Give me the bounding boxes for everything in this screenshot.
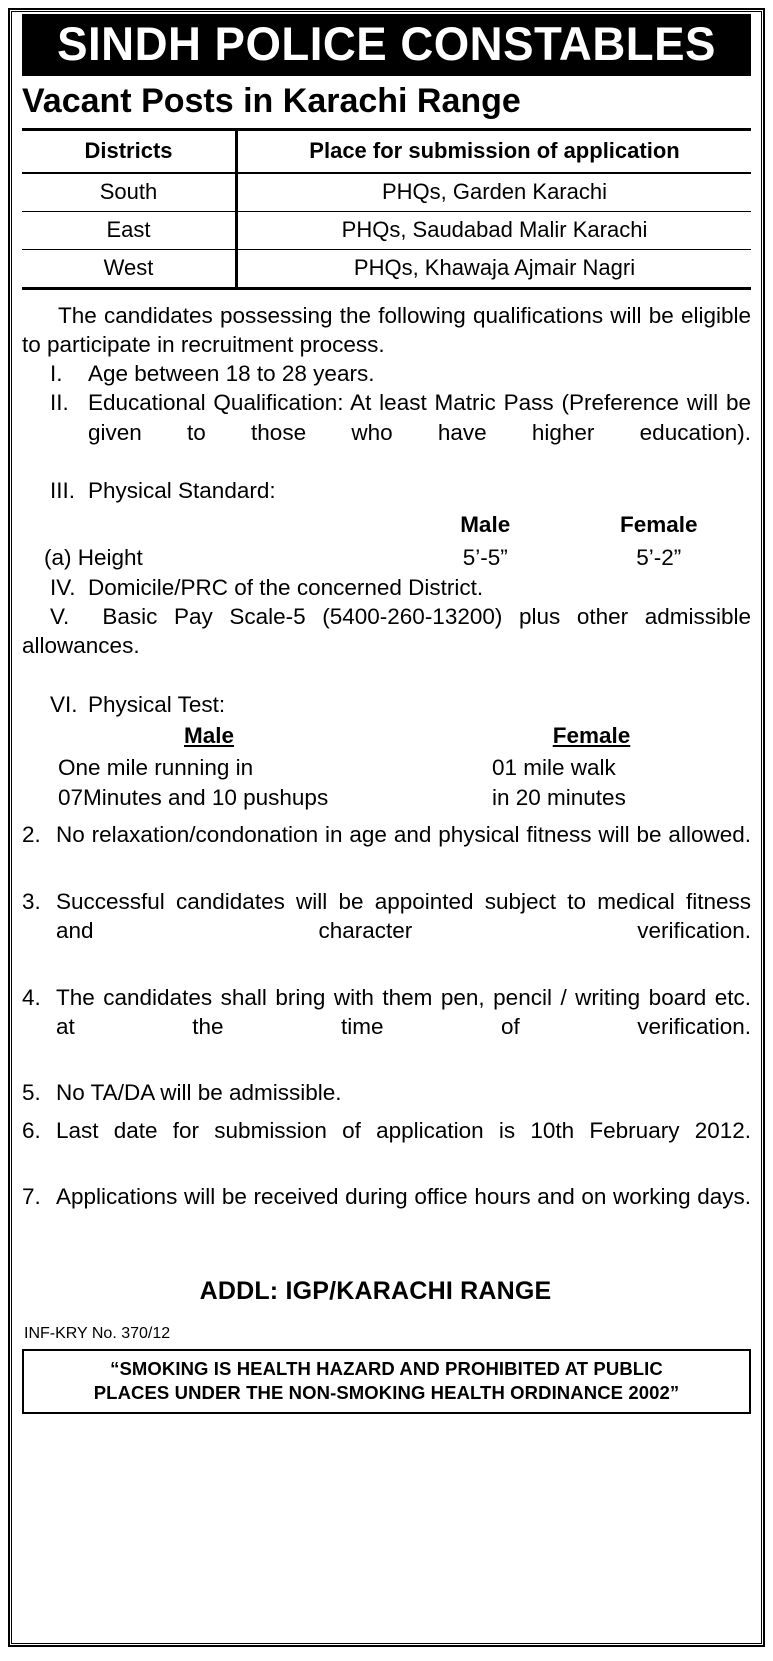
condition-number: 3. bbox=[22, 888, 41, 914]
physical-test-female-line-1: 01 mile walk bbox=[492, 754, 616, 780]
physical-test-header-row bbox=[22, 721, 751, 753]
signature-block: ADDL: IGP/KARACHI RANGE bbox=[199, 1276, 552, 1305]
physical-test-female-header: Female bbox=[552, 723, 631, 749]
qualification-text: Domicile/PRC of the concerned District. bbox=[88, 574, 484, 600]
physical-standard-male-header: Male bbox=[460, 512, 511, 538]
qualification-item-3 bbox=[22, 476, 751, 505]
ad-subtitle: Vacant Posts in Karachi Range bbox=[22, 82, 521, 120]
condition-item-4 bbox=[22, 983, 751, 1071]
qualification-text: Educational Qualification: At least Matric Pass (Preference will be given to those who have higher education). bbox=[88, 390, 751, 445]
table-row bbox=[22, 173, 751, 212]
qualification-number: V. bbox=[50, 604, 70, 630]
smoking-warning-line-1: “SMOKING IS HEALTH HAZARD AND PROHIBITED AT PUBLIC bbox=[110, 1357, 663, 1379]
qualification-text: Physical Standard: bbox=[88, 478, 276, 504]
ad-title: SINDH POLICE CONSTABLES bbox=[57, 17, 716, 70]
condition-number: 6. bbox=[22, 1117, 41, 1143]
condition-text: Successful candidates will be appointed subject to medical fitness and character verification. bbox=[56, 888, 751, 943]
qualification-text: Basic Pay Scale-5 (5400-260-13200) plus other admissible allowances. bbox=[22, 604, 751, 659]
condition-text: Last date for submission of application is 10th February 2012. bbox=[56, 1117, 751, 1143]
body-copy bbox=[22, 301, 751, 1414]
condition-text: No TA/DA will be admissible. bbox=[56, 1080, 342, 1106]
physical-standard-spacer bbox=[22, 509, 404, 541]
condition-item-7 bbox=[22, 1182, 751, 1241]
condition-text: No relaxation/condonation in age and physical fitness will be allowed. bbox=[56, 822, 751, 848]
condition-number: 2. bbox=[22, 822, 41, 848]
physical-test-male-header: Male bbox=[183, 723, 235, 749]
condition-text: The candidates shall bring with them pen, pencil / writing board etc. at the time of verification. bbox=[56, 984, 751, 1039]
cell-district: West bbox=[22, 249, 237, 288]
qualification-item-2 bbox=[22, 388, 751, 476]
condition-item-5 bbox=[22, 1078, 751, 1107]
qualification-text: Physical Test: bbox=[88, 691, 226, 717]
qualification-item-1 bbox=[22, 359, 751, 388]
cell-district: South bbox=[22, 173, 237, 212]
table-row bbox=[22, 211, 751, 249]
physical-standard-female-value: 5’-2” bbox=[636, 544, 682, 570]
physical-test-male-line-2: 07Minutes and 10 pushups bbox=[58, 784, 329, 810]
column-header-districts: Districts bbox=[22, 129, 237, 173]
physical-standard-female-header: Female bbox=[620, 512, 698, 538]
physical-standard-table bbox=[22, 509, 751, 573]
cell-place: PHQs, Saudabad Malir Karachi bbox=[237, 211, 752, 249]
qualification-text: Age between 18 to 28 years. bbox=[88, 361, 375, 387]
qualification-number: I. bbox=[50, 361, 63, 387]
condition-item-6 bbox=[22, 1116, 751, 1175]
physical-test-female-cell bbox=[478, 753, 751, 812]
column-header-place: Place for submission of application bbox=[237, 129, 752, 173]
qualification-number: IV. bbox=[50, 574, 76, 600]
qualification-item-6 bbox=[22, 690, 751, 719]
physical-standard-row bbox=[22, 542, 751, 573]
masthead-banner bbox=[22, 14, 751, 76]
cell-place: PHQs, Garden Karachi bbox=[237, 173, 752, 212]
condition-text: Applications will be received during office hours and on working days. bbox=[56, 1184, 751, 1209]
smoking-warning-line-2: PLACES UNDER THE NON-SMOKING HEALTH ORDINANCE 2002” bbox=[93, 1381, 680, 1403]
physical-standard-male-value: 5’-5” bbox=[462, 544, 508, 570]
physical-test-male-line-1: One mile running in bbox=[58, 754, 254, 780]
districts-table bbox=[22, 128, 751, 290]
qualification-item-5 bbox=[22, 602, 751, 690]
smoking-warning-box bbox=[22, 1349, 751, 1414]
condition-number: 7. bbox=[22, 1184, 41, 1209]
condition-item-2 bbox=[22, 820, 751, 879]
physical-test-female-line-2: in 20 minutes bbox=[492, 784, 626, 810]
physical-test-body-row bbox=[22, 753, 751, 812]
ad-content bbox=[22, 14, 751, 1414]
qualification-item-4 bbox=[22, 573, 751, 602]
qualification-number: II. bbox=[50, 390, 69, 416]
cell-place: PHQs, Khawaja Ajmair Nagri bbox=[353, 254, 636, 280]
condition-item-3 bbox=[22, 887, 751, 975]
condition-number: 5. bbox=[22, 1080, 41, 1106]
physical-standard-label: (a) Height bbox=[44, 544, 143, 570]
table-row bbox=[22, 249, 751, 288]
qualification-number: VI. bbox=[50, 691, 78, 717]
physical-test-table bbox=[22, 721, 751, 812]
cell-district: East bbox=[22, 211, 237, 249]
condition-number: 4. bbox=[22, 984, 41, 1010]
qualification-number: III. bbox=[50, 478, 76, 504]
physical-standard-header-row bbox=[22, 509, 751, 541]
physical-test-male-cell bbox=[22, 753, 478, 812]
table-header-row bbox=[22, 129, 751, 173]
reference-number: INF-KRY No. 370/12 bbox=[24, 1325, 171, 1342]
intro-paragraph: The candidates possessing the following qualifications will be eligible to participate in recruitment process. bbox=[22, 302, 751, 357]
